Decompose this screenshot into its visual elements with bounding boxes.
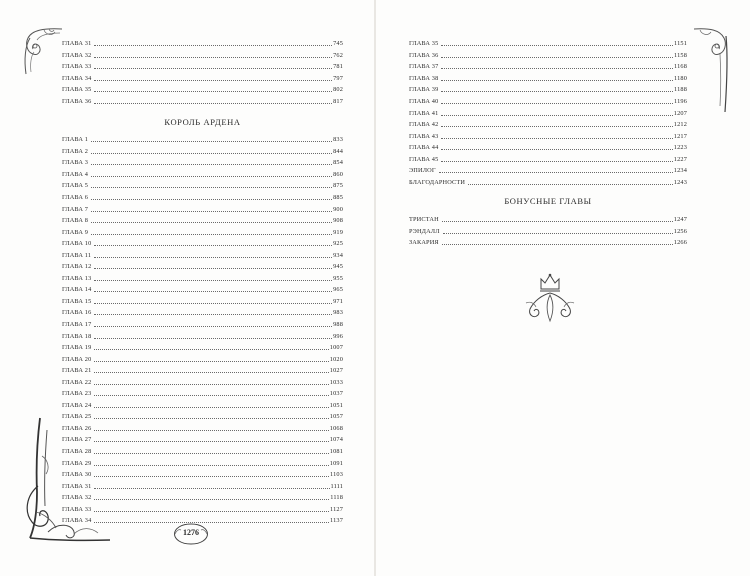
toc-entry: [62, 328, 343, 340]
dot-leader: [91, 187, 332, 188]
toc-entry-label: ГЛАВА 22: [62, 378, 92, 386]
toc-entry-label: ГЛАВА 32: [62, 51, 92, 59]
toc-entry-label: ГЛАВА 39: [409, 86, 439, 94]
toc-entry: [409, 175, 687, 187]
toc-entry: [62, 155, 343, 167]
toc-entry: [62, 236, 343, 248]
toc-entry: [409, 117, 687, 129]
toc-entry-page: 1127: [330, 505, 343, 513]
toc-entry-page: 965: [333, 286, 343, 294]
toc-entry: [409, 82, 687, 94]
toc-entry-page: 817: [333, 97, 343, 105]
toc-entry-label: ГЛАВА 20: [62, 355, 92, 363]
toc-entry-page: 1057: [329, 413, 343, 421]
dot-leader: [91, 222, 332, 223]
toc-entry-page: 1188: [674, 86, 687, 94]
toc-entry: [409, 235, 687, 247]
toc-entry-label: ГЛАВА 9: [62, 228, 89, 236]
toc-entry: [62, 36, 343, 48]
dot-leader: [94, 57, 332, 58]
toc-entry: [409, 140, 687, 152]
dot-leader: [441, 138, 672, 139]
dot-leader: [441, 45, 673, 46]
toc-entry-label: ГЛАВА 17: [62, 321, 92, 328]
toc-entry: [409, 94, 687, 106]
dot-leader: [441, 103, 673, 104]
toc-entry-label: ГЛАВА 41: [409, 109, 439, 117]
toc-entry-page: 802: [333, 86, 343, 94]
crown-ornament-icon: [522, 271, 578, 327]
toc-entry-page: 945: [333, 263, 343, 271]
toc-entry-label: ГЛАВА 5: [62, 182, 89, 190]
toc-entry-label: ГЛАВА 1: [62, 136, 89, 144]
toc-entry: [62, 259, 343, 271]
toc-entry-label: ГЛАВА 28: [62, 448, 92, 456]
toc-entry-page: 1033: [329, 378, 343, 386]
dot-leader: [91, 199, 332, 200]
toc-entry-label: ГЛАВА 44: [409, 144, 439, 152]
toc-entry-label: ГЛАВА 45: [409, 155, 439, 163]
toc-entry-page: 919: [333, 228, 343, 236]
toc-entry-label: ГЛАВА 29: [62, 459, 92, 467]
toc-entry: [62, 82, 343, 94]
toc-entry: [409, 36, 687, 48]
toc-entry: [409, 128, 687, 140]
toc-entry-page: 1118: [330, 494, 343, 502]
toc-entry-page: 885: [333, 193, 343, 201]
toc-entry: [62, 59, 343, 71]
toc-entry: [62, 94, 343, 106]
toc-entry-label: ГЛАВА 32: [62, 494, 92, 502]
toc-entry-page: 1223: [673, 144, 687, 152]
dot-leader: [94, 326, 332, 327]
toc-entry-label: ГЛАВА 26: [62, 424, 92, 432]
dot-leader: [94, 372, 328, 373]
toc-entry: [409, 163, 687, 175]
toc-entry-label: ГЛАВА 36: [62, 97, 92, 105]
toc-entry: [62, 351, 343, 363]
toc-entry-page: 1151: [674, 40, 687, 48]
dot-leader: [94, 314, 332, 315]
toc-entry-page: 875: [333, 182, 343, 190]
toc-entry: [62, 317, 343, 329]
toc-entry-label: ГЛАВА 15: [62, 297, 92, 305]
toc-entry: [409, 71, 687, 83]
left-page: [0, 0, 374, 576]
dot-leader: [94, 91, 332, 92]
dot-leader: [94, 395, 328, 396]
toc-entry-page: 1207: [673, 109, 687, 117]
toc-entry-page: 955: [333, 274, 343, 282]
dot-leader: [441, 80, 673, 81]
toc-list-bonus-chapters: [409, 212, 687, 247]
toc-entry-label: ГЛАВА 34: [62, 74, 92, 82]
toc-entry: [62, 374, 343, 386]
toc-entry-page: 934: [333, 251, 343, 259]
toc-entry: [409, 212, 687, 224]
dot-leader: [94, 441, 328, 442]
toc-entry-label: ГЛАВА 4: [62, 170, 89, 178]
toc-entry: [62, 71, 343, 83]
dot-leader: [94, 430, 328, 431]
toc-entry-page: 1091: [329, 459, 343, 467]
dot-leader: [94, 488, 329, 489]
dot-leader: [94, 280, 332, 281]
toc-entry-label: ГЛАВА 7: [62, 205, 89, 213]
dot-leader: [94, 418, 328, 419]
toc-entry: [62, 282, 343, 294]
dot-leader: [443, 233, 673, 234]
toc-entry-label: ГЛАВА 37: [409, 63, 439, 71]
toc-entry-label: РЭНДАЛЛ: [409, 227, 440, 235]
toc-entry-label: БЛАГОДАРНОСТИ: [409, 178, 466, 186]
toc-entry-label: ГЛАВА 25: [62, 413, 92, 421]
toc-entry-label: ГЛАВА 33: [62, 505, 92, 513]
dot-leader: [94, 45, 332, 46]
toc-entry-page: 1007: [329, 344, 343, 352]
section-title-king-of-arden: КОРОЛЬ АРДЕНА: [164, 117, 241, 127]
toc-entry: [62, 48, 343, 60]
toc-entry-label: ГЛАВА 23: [62, 390, 92, 398]
toc-entry-page: 1180: [674, 74, 687, 82]
dot-leader: [94, 268, 332, 269]
toc-entry: [62, 271, 343, 283]
toc-entry-label: ЭПИЛОГ: [409, 167, 436, 175]
dot-leader: [441, 115, 672, 116]
toc-entry: [62, 167, 343, 179]
toc-entry-page: 908: [333, 217, 343, 225]
toc-entry-label: ГЛАВА 42: [409, 121, 439, 129]
toc-entry-page: 1068: [329, 424, 343, 432]
toc-entry-label: ГЛАВА 11: [62, 251, 92, 259]
dot-leader: [94, 361, 328, 362]
toc-entry: [62, 294, 343, 306]
toc-list-continued-right: [409, 36, 687, 186]
toc-entry-page: 781: [333, 63, 343, 71]
toc-entry-page: 1168: [674, 63, 687, 71]
dot-leader: [94, 291, 332, 292]
corner-ornament-top-left: [22, 26, 64, 76]
right-page: [376, 0, 750, 576]
toc-entry-label: ГЛАВА 13: [62, 274, 92, 282]
dot-leader: [94, 384, 328, 385]
dot-leader: [441, 57, 673, 58]
toc-entry-page: 1103: [330, 471, 343, 479]
toc-entry-page: 1247: [673, 216, 687, 224]
toc-entry-page: 1243: [673, 178, 687, 186]
toc-entry: [62, 224, 343, 236]
toc-entry-label: ГЛАВА 35: [62, 86, 92, 94]
toc-entry: [62, 213, 343, 225]
toc-entry-label: ГЛАВА 21: [62, 367, 92, 375]
dot-leader: [94, 349, 328, 350]
dot-leader: [94, 522, 329, 523]
toc-entry-label: ГЛАВА 30: [62, 471, 92, 479]
dot-leader: [94, 453, 328, 454]
toc-entry-label: ГЛАВА 34: [62, 517, 92, 525]
toc-entry-page: 925: [333, 240, 343, 248]
toc-entry-page: 1051: [329, 401, 343, 409]
toc-entry: [62, 201, 343, 213]
dot-leader: [91, 164, 332, 165]
toc-entry-page: 996: [333, 332, 343, 340]
toc-entry-label: ГЛАВА 35: [409, 40, 439, 48]
dot-leader: [91, 176, 332, 177]
toc-entry-label: ГЛАВА 27: [62, 436, 92, 444]
toc-entry-label: ГЛАВА 14: [62, 286, 92, 294]
dot-leader: [441, 126, 672, 127]
dot-leader: [94, 511, 329, 512]
toc-entry-page: 1027: [329, 367, 343, 375]
toc-entry-label: ГЛАВА 10: [62, 240, 92, 248]
toc-entry-page: 833: [333, 136, 343, 144]
toc-entry: [62, 398, 343, 410]
toc-entry-page: 844: [333, 147, 343, 155]
toc-entry-label: ГЛАВА 33: [62, 63, 92, 71]
toc-entry-label: ЗАКАРИЯ: [409, 239, 439, 247]
page-number: 1276: [183, 528, 199, 537]
toc-entry-label: ГЛАВА 43: [409, 132, 439, 140]
toc-entry: [409, 105, 687, 117]
toc-entry-page: 745: [333, 40, 343, 48]
toc-entry-page: 983: [333, 309, 343, 317]
toc-entry-page: 797: [333, 74, 343, 82]
corner-ornament-top-right: [692, 26, 732, 116]
toc-entry: [62, 144, 343, 156]
dot-leader: [94, 80, 332, 81]
dot-leader: [94, 103, 332, 104]
toc-entry-label: ГЛАВА 24: [62, 401, 92, 409]
toc-entry: [62, 386, 343, 398]
toc-entry-page: 971: [333, 297, 343, 305]
corner-ornament-bottom-left: [18, 413, 114, 548]
toc-entry-page: 854: [333, 159, 343, 167]
dot-leader: [94, 465, 328, 466]
dot-leader: [94, 257, 332, 258]
toc-entry-label: ГЛАВА 8: [62, 217, 89, 225]
toc-entry-page: 1256: [673, 227, 687, 235]
toc-entry: [62, 305, 343, 317]
dot-leader: [439, 172, 673, 173]
toc-entry-page: 900: [333, 205, 343, 213]
toc-entry: [409, 48, 687, 60]
dot-leader: [94, 499, 329, 500]
toc-entry: [409, 151, 687, 163]
toc-entry-label: ГЛАВА 18: [62, 332, 92, 340]
toc-entry-page: 1111: [330, 482, 343, 490]
toc-entry-page: 1212: [673, 121, 687, 129]
dot-leader: [94, 407, 328, 408]
toc-entry-page: 1037: [329, 390, 343, 398]
toc-entry-label: ГЛАВА 31: [62, 482, 92, 490]
toc-entry-label: ГЛАВА 16: [62, 309, 92, 317]
section-title-bonus-chapters: БОНУСНЫЕ ГЛАВЫ: [504, 196, 592, 206]
toc-entry-page: 1158: [674, 51, 687, 59]
dot-leader: [94, 338, 332, 339]
toc-entry-label: ГЛАВА 2: [62, 147, 89, 155]
toc-entry-page: 1074: [329, 436, 343, 444]
toc-entry-page: 1137: [330, 517, 343, 525]
dot-leader: [441, 161, 672, 162]
toc-entry-page: 1227: [673, 155, 687, 163]
toc-entry: [409, 59, 687, 71]
toc-entry-label: ГЛАВА 12: [62, 263, 92, 271]
toc-entry-label: ГЛАВА 19: [62, 344, 92, 352]
toc-entry-label: ГЛАВА 6: [62, 193, 89, 201]
dot-leader: [442, 244, 673, 245]
dot-leader: [94, 68, 332, 69]
dot-leader: [468, 184, 673, 185]
toc-entry-page: 1266: [673, 239, 687, 247]
toc-list-continued: [62, 36, 343, 105]
toc-entry: [62, 178, 343, 190]
toc-entry-label: ГЛАВА 40: [409, 97, 439, 105]
toc-entry: [62, 363, 343, 375]
dot-leader: [91, 153, 332, 154]
dot-leader: [94, 476, 329, 477]
dot-leader: [91, 211, 332, 212]
toc-entry-label: ГЛАВА 31: [62, 40, 92, 48]
toc-entry-page: 1081: [329, 448, 343, 456]
dot-leader: [94, 245, 332, 246]
dot-leader: [442, 221, 673, 222]
toc-entry-page: 1020: [329, 355, 343, 363]
toc-entry-page: 1196: [674, 97, 687, 105]
toc-entry-page: 762: [333, 51, 343, 59]
toc-entry-label: ТРИСТАН: [409, 216, 439, 224]
dot-leader: [94, 303, 332, 304]
toc-entry: [409, 224, 687, 236]
toc-entry-page: 1234: [673, 167, 687, 175]
dot-leader: [91, 141, 332, 142]
toc-entry-label: ГЛАВА 36: [409, 51, 439, 59]
toc-entry: [62, 340, 343, 352]
toc-entry-label: ГЛАВА 38: [409, 74, 439, 82]
toc-entry-page: 988: [333, 321, 343, 328]
toc-entry: [62, 190, 343, 202]
toc-entry-page: 1217: [673, 132, 687, 140]
dot-leader: [441, 91, 673, 92]
dot-leader: [441, 68, 673, 69]
toc-entry-label: ГЛАВА 3: [62, 159, 89, 167]
toc-entry: [62, 132, 343, 144]
toc-entry: [62, 247, 343, 259]
dot-leader: [441, 149, 672, 150]
toc-entry-page: 860: [333, 170, 343, 178]
dot-leader: [91, 234, 332, 235]
